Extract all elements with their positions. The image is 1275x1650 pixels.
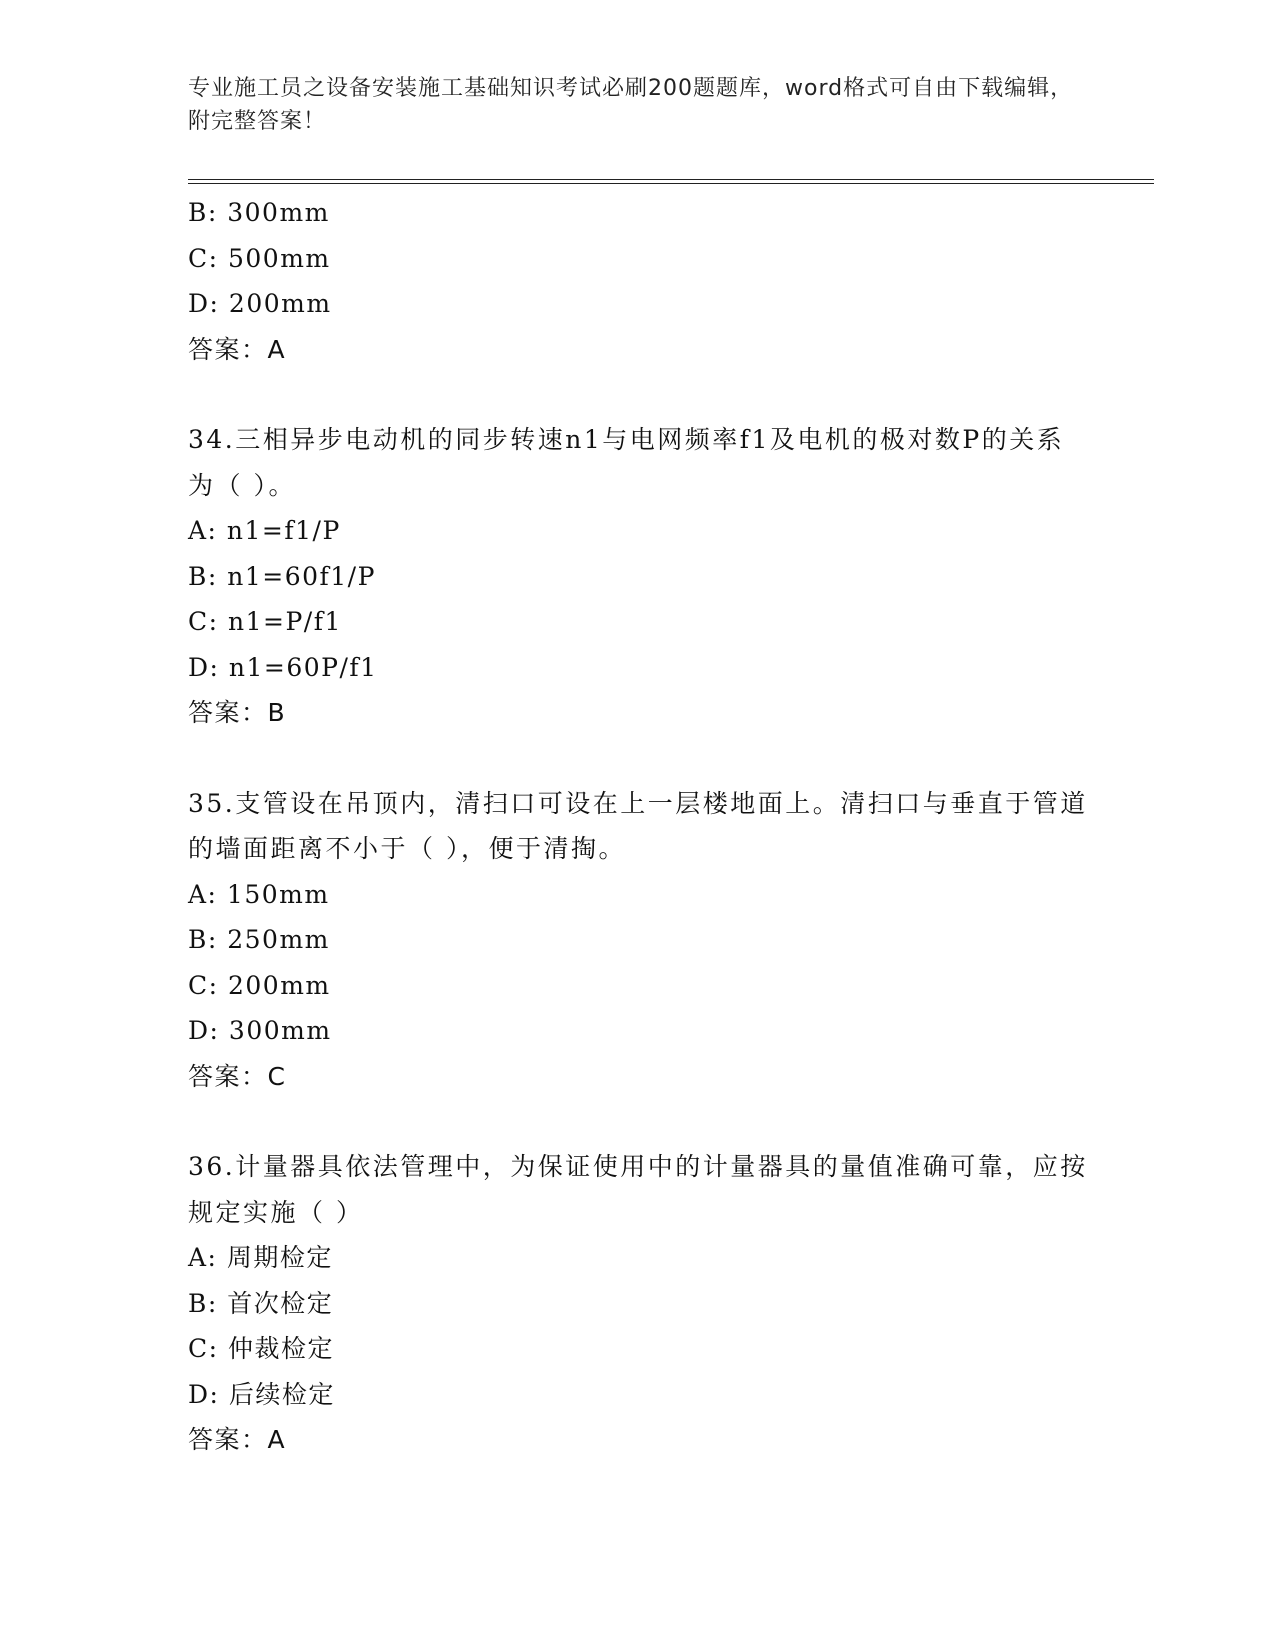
option-a: A: n1=f1/P [188, 516, 341, 545]
option-c: C: 500mm [188, 243, 331, 273]
question-text: 36.计量器具依法管理中，为保证使用中的计量器具的量值准确可靠，应按规定实施（ ） [188, 1152, 1088, 1227]
document-header: 专业施工员之设备安装施工基础知识考试必刷200题题库，word格式可自由下载编辑，附完整答案！ [188, 76, 1074, 134]
option-c: C: 200mm [188, 970, 331, 1000]
question-text: 35.支管设在吊顶内，清扫口可设在上一层楼地面上。清扫口与垂直于管道的墙面距离不小于（ ），便于清掏。 [188, 788, 1088, 863]
option-a: A: 周期检定 [188, 1243, 333, 1272]
option-b: B: 首次检定 [188, 1288, 334, 1318]
header-rule-bottom [188, 183, 1154, 184]
question-block-prev [188, 190, 1154, 372]
option-c: C: n1=P/f1 [188, 607, 342, 636]
option-d: D: 300mm [188, 1016, 332, 1045]
question-block-35 [188, 781, 1154, 1100]
option-b: B: 300mm [188, 198, 330, 227]
answer-line: 答案：A [188, 1425, 287, 1454]
answer-line: 答案：B [188, 698, 287, 727]
answer-line: 答案：C [188, 1061, 287, 1091]
question-block-34 [188, 417, 1154, 736]
option-a: A: 150mm [188, 879, 330, 909]
answer-line: 答案：A [188, 334, 287, 364]
header-rule-top [188, 179, 1154, 180]
option-b: B: n1=60f1/P [188, 561, 376, 591]
option-c: C: 仲裁检定 [188, 1334, 334, 1363]
question-text: 34.三相异步电动机的同步转速n1与电网频率f1及电机的极对数P的关系为（ ）。 [188, 425, 1065, 500]
question-block-36 [188, 1144, 1154, 1463]
question-list [188, 190, 1154, 1463]
option-d: D: 200mm [188, 289, 332, 318]
option-d: D: 后续检定 [188, 1379, 335, 1409]
option-b: B: 250mm [188, 925, 330, 954]
option-d: D: n1=60P/f1 [188, 652, 378, 682]
